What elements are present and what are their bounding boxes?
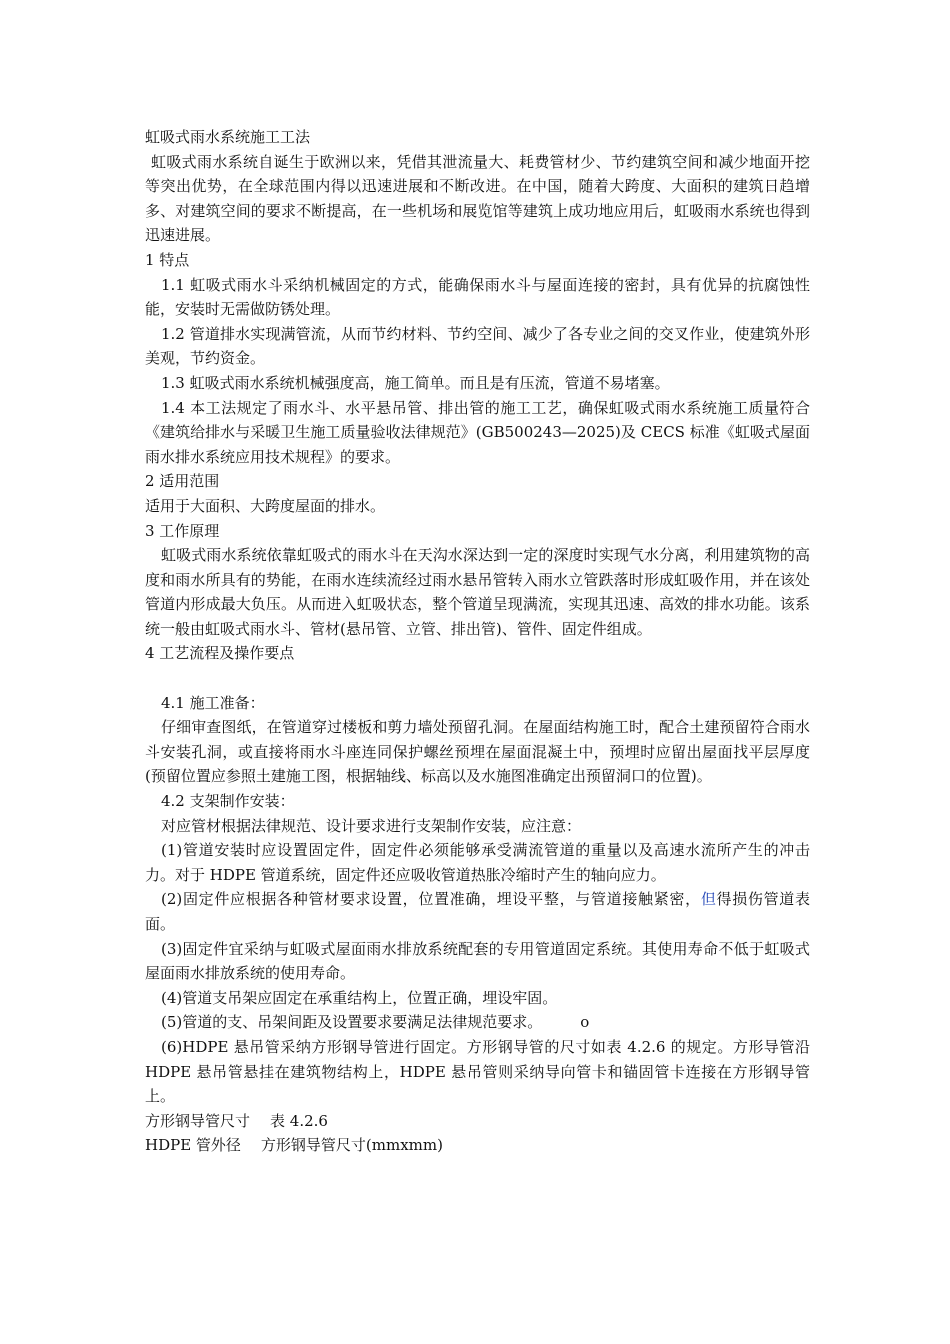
section-4-heading: 4 工艺流程及操作要点 xyxy=(145,644,295,663)
paragraph-1-2: 1.2 管道排水实现满管流，从而节约材料、节约空间、减少了各专业之间的交叉作业，使建筑外形美观，节约资金。 xyxy=(145,324,810,368)
doc-title: 虹吸式雨水系统施工工法 xyxy=(145,128,311,146)
table-header xyxy=(145,1133,810,1158)
document-page xyxy=(145,125,810,1158)
item-4: (4)管道支吊架应固定在承重结构上，位置正确，埋设牢固。 xyxy=(161,988,558,1007)
section-2-heading: 2 适用范围 xyxy=(145,472,220,491)
table-caption-title: 方形钢导管尺寸 xyxy=(145,1111,251,1130)
table-caption xyxy=(145,1109,810,1134)
subsection-4-1-heading: 4.1 施工准备： xyxy=(161,693,265,712)
item-6: (6)HDPE 悬吊管采纳方形钢导管进行固定。方形钢导管的尺寸如表 4.2.6 的规定。方形导管沿 HDPE 悬吊管悬挂在建筑物结构上，HDPE 悬吊管则采纳导向管卡和锚固管卡连接在方形钢导管上。 xyxy=(145,1037,810,1106)
intro-paragraph: 虹吸式雨水系统自诞生于欧洲以来，凭借其泄流量大、耗费管材少、节约建筑空间和减少地面开挖等突出优势，在全球范围内得以迅速进展和不断改进。在中国，随着大跨度、大面积的建筑日趋增多、对建筑空间的要求不断提高，在一些机场和展览馆等建筑上成功地应用后，虹吸雨水系统也得到迅速进展。 xyxy=(145,152,810,245)
subsection-4-2-heading: 4.2 支架制作安装： xyxy=(161,792,295,811)
paragraph-1-3: 1.3 虹吸式雨水系统机械强度高，施工简单。而且是有压流，管道不易堵塞。 xyxy=(161,373,670,392)
section-1-heading: 1 特点 xyxy=(145,250,190,269)
paragraph-3: 虹吸式雨水系统依靠虹吸式的雨水斗在天沟水深达到一定的深度时实现气水分离，利用建筑物的高度和雨水所具有的势能，在雨水连续流经过雨水悬吊管转入雨水立管跌落时形成虹吸作用，并在该处管道内形成最大负压。从而进入虹吸状态，整个管道呈现满流，实现其迅速、高效的排水功能。该系统一般由虹吸式雨水斗、管材(悬吊管、立管、排出管)、管件、固定件组成。 xyxy=(145,546,810,638)
table-col-1: HDPE 管外径 xyxy=(145,1136,241,1155)
paragraph-4-2: 对应管材根据法律规范、设计要求进行支架制作安装，应注意： xyxy=(161,816,582,835)
table-col-2: 方形钢导管尺寸(mmxmm) xyxy=(260,1136,443,1155)
section-3-heading: 3 工作原理 xyxy=(145,521,220,540)
item-5-text: (5)管道的支、吊架间距及设置要求要满足法律规范要求。 xyxy=(161,1013,543,1032)
paragraph-2: 适用于大面积、大跨度屋面的排水。 xyxy=(145,496,386,515)
item-2-text-c: 得损伤管道表面。 xyxy=(145,890,810,933)
item-5 xyxy=(145,1010,810,1035)
paragraph-1-4: 1.4 本工法规定了雨水斗、水平悬吊管、排出管的施工工艺，确保虹吸式雨水系统施工质量符合《建筑给排水与采暖卫生施工质量验收法律规范》(GB500243—2025)及 CECS 标准《虹吸式屋面雨水排水系统应用技术规程》的要求。 xyxy=(145,398,810,466)
item-2-text-blue: 但 xyxy=(700,890,717,909)
paragraph-1-1: 1.1 虹吸式雨水斗采纳机械固定的方式，能确保雨水斗与屋面连接的密封，具有优异的抗腐蚀性能，安装时无需做防锈处理。 xyxy=(145,275,810,319)
table-number: 表 4.2.6 xyxy=(270,1111,328,1130)
blank-line xyxy=(145,666,810,691)
item-2-text-a: (2)固定件应根据各种管材要求设置，位置准确，埋设平整，与管道接触紧密， xyxy=(161,890,701,909)
item-2 xyxy=(145,887,810,936)
paragraph-4-1: 仔细审查图纸，在管道穿过楼板和剪力墙处预留孔洞。在屋面结构施工时，配合土建预留符合雨水斗安装孔洞，或直接将雨水斗座连同保护螺丝预埋在屋面混凝土中，预埋时应留出屋面找平层厚度(预留位置应参照土建施工图，根据轴线、标高以及水施图准确定出预留洞口的位置)。 xyxy=(145,718,810,786)
item-3: (3)固定件宜采纳与虹吸式屋面雨水排放系统配套的专用管道固定系统。其使用寿命不低于虹吸式屋面雨水排放系统的使用寿命。 xyxy=(145,939,810,983)
item-1: (1)管道安装时应设置固定件，固定件必须能够承受满流管道的重量以及高速水流所产生的冲击力。对于 HDPE 管道系统，固定件还应吸收管道热胀冷缩时产生的轴向应力。 xyxy=(145,841,810,884)
item-5-mark: o xyxy=(580,1013,590,1032)
